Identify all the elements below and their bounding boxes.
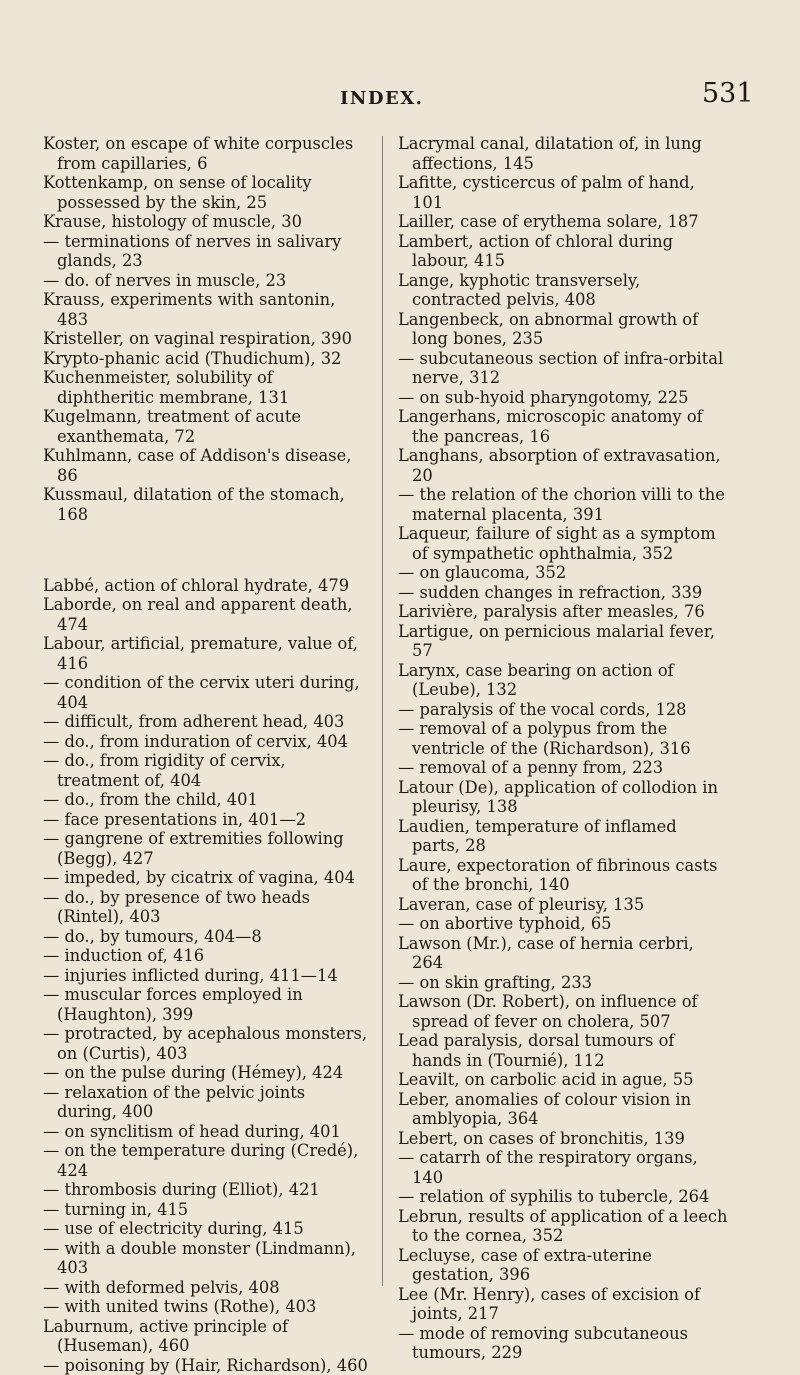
index-entry: — turning in, 415 bbox=[43, 1199, 189, 1219]
index-entry: Krauss, experiments with santonin, 483 bbox=[43, 290, 336, 329]
index-entry: Kuchenmeister, solubility of diphtheritic membrane, 131 bbox=[43, 368, 290, 407]
index-entry: — with a double monster (Lindmann), 403 bbox=[43, 1238, 356, 1278]
index-entry: Laburnum, active principle of (Huseman), 460 bbox=[43, 1316, 289, 1356]
index-entry: — terminations of nerves in salivary glands, 23 bbox=[43, 231, 342, 270]
page-header bbox=[0, 78, 800, 126]
index-entry: — do., by tumours, 404—8 bbox=[43, 926, 262, 946]
index-column-left bbox=[43, 134, 368, 1375]
index-entry: Lead paralysis, dorsal tumours of hands in (Tournié), 112 bbox=[398, 1031, 675, 1070]
index-entry: Langenbeck, on abnormal growth of long bones, 235 bbox=[398, 309, 699, 348]
index-entry: — relaxation of the pelvic joints during, 400 bbox=[43, 1082, 306, 1122]
index-entry: Lecluyse, case of extra-uterine gestation, 396 bbox=[398, 1245, 652, 1284]
index-entry: Krause, histology of muscle, 30 bbox=[43, 212, 302, 231]
index-entry: — on the pulse during (Hémey), 424 bbox=[43, 1063, 344, 1083]
index-entry: Lawson (Dr. Robert), on influence of spread of fever on cholera, 507 bbox=[398, 992, 698, 1031]
index-entry: Langhans, absorption of extravasation, 20 bbox=[398, 446, 721, 485]
index-entry: — induction of, 416 bbox=[43, 946, 205, 966]
index-entry: Larynx, case bearing on action of (Leube), 132 bbox=[398, 660, 674, 699]
index-entry: Lambert, action of chloral during labour, 415 bbox=[398, 231, 674, 270]
index-entry: Kuhlmann, case of Addison's disease, 86 bbox=[43, 446, 352, 485]
page-number: 531 bbox=[702, 78, 754, 109]
index-entry: Lawson (Mr.), case of hernia cerbri, 264 bbox=[398, 933, 694, 972]
index-entry: Laborde, on real and apparent death, 474 bbox=[43, 595, 353, 634]
index-column-right bbox=[398, 134, 728, 1363]
index-entry: Lebert, on cases of bronchitis, 139 bbox=[398, 1128, 685, 1148]
index-entry: Lacrymal canal, dilatation of, in lung affections, 145 bbox=[398, 134, 702, 173]
index-entry: — do. of nerves in muscle, 23 bbox=[43, 270, 287, 290]
index-entry: — mode of removing subcutaneous tumours, 229 bbox=[398, 1323, 688, 1362]
index-entry: Langerhans, microscopic anatomy of the pancreas, 16 bbox=[398, 407, 703, 446]
index-entry: — injuries inflicted during, 411—14 bbox=[43, 965, 338, 985]
index-entry: Koster, on escape of white corpuscles from capillaries, 6 bbox=[43, 134, 354, 173]
index-entry: — use of electricity during, 415 bbox=[43, 1219, 304, 1239]
index-entry: — sudden changes in refraction, 339 bbox=[398, 582, 703, 602]
index-entry: Laudien, temperature of inflamed parts, 28 bbox=[398, 816, 677, 855]
index-entry: Laqueur, failure of sight as a symptom of sympathetic ophthalmia, 352 bbox=[398, 524, 716, 563]
index-entry: — poisoning by (Hair, Richardson), 460 bbox=[43, 1355, 368, 1375]
index-entry: — impeded, by cicatrix of vagina, 404 bbox=[43, 868, 355, 888]
index-entry: — catarrh of the respiratory organs, 140 bbox=[398, 1148, 698, 1187]
index-entry: — do., from the child, 401 bbox=[43, 790, 258, 810]
index-entry: — gangrene of extremities following (Begg), 427 bbox=[43, 829, 344, 868]
index-entry: Kristeller, on vaginal respiration, 390 bbox=[43, 329, 353, 348]
index-entry: Leber, anomalies of colour vision in amblyopia, 364 bbox=[398, 1089, 692, 1128]
index-entry: — the relation of the chorion villi to the maternal placenta, 391 bbox=[398, 485, 725, 524]
index-entry: Lee (Mr. Henry), cases of excision of joints, 217 bbox=[398, 1284, 700, 1323]
index-entry: — with deformed pelvis, 408 bbox=[43, 1277, 280, 1297]
index-entry: Lailler, case of erythema solare, 187 bbox=[398, 212, 699, 231]
index-entry: Kussmaul, dilatation of the stomach, 168 bbox=[43, 485, 345, 524]
index-entry: Laure, expectoration of fibrinous casts of the bronchi, 140 bbox=[398, 855, 718, 894]
index-entry: — removal of a polypus from the ventricle of the (Richardson), 316 bbox=[398, 719, 691, 758]
index-entry: — do., from induration of cervix, 404 bbox=[43, 731, 349, 751]
index-entry: — with united twins (Rothe), 403 bbox=[43, 1297, 317, 1317]
index-entry: Larivière, paralysis after measles, 76 bbox=[398, 602, 705, 621]
index-entry: — muscular forces employed in (Haughton), 399 bbox=[43, 985, 303, 1024]
index-entry: — on the temperature during (Credé), 424 bbox=[43, 1141, 359, 1180]
index-entry: Labour, artificial, premature, value of, 416 bbox=[43, 634, 358, 673]
index-entry: — face presentations in, 401—2 bbox=[43, 809, 307, 829]
index-entry: Labbé, action of chloral hydrate, 479 bbox=[43, 575, 350, 595]
index-entry: Latour (De), application of collodion in pleurisy, 138 bbox=[398, 777, 718, 816]
index-entry: Lange, kyphotic transversely, contracted pelvis, 408 bbox=[398, 270, 641, 309]
letter-section-gap bbox=[43, 540, 368, 559]
index-entry: — removal of a penny from, 223 bbox=[398, 758, 664, 777]
index-entry: Leavilt, on carbolic acid in ague, 55 bbox=[398, 1070, 694, 1089]
index-entry: — on sub-hyoid pharyngotomy, 225 bbox=[398, 387, 689, 407]
index-entry: — on glaucoma, 352 bbox=[398, 563, 567, 582]
running-title: INDEX. bbox=[340, 88, 424, 109]
index-entry: — on skin grafting, 233 bbox=[398, 972, 593, 992]
index-entry: — on synclitism of head during, 401 bbox=[43, 1121, 341, 1141]
column-divider bbox=[382, 136, 383, 1286]
index-entry: — protracted, by acephalous monsters, on (Curtis), 403 bbox=[43, 1024, 368, 1063]
index-entry: Krypto-phanic acid (Thudichum), 32 bbox=[43, 348, 342, 368]
index-entry: Kottenkamp, on sense of locality possessed by the skin, 25 bbox=[43, 173, 312, 212]
index-entry: Kugelmann, treatment of acute exanthemata, 72 bbox=[43, 407, 302, 446]
index-entry: Lafitte, cysticercus of palm of hand, 101 bbox=[398, 173, 695, 212]
index-entry: — thrombosis during (Elliot), 421 bbox=[43, 1180, 320, 1200]
index-entry: — paralysis of the vocal cords, 128 bbox=[398, 699, 687, 719]
index-entry: Lebrun, results of application of a leech to the cornea, 352 bbox=[398, 1206, 728, 1245]
index-entry: — condition of the cervix uteri during, 404 bbox=[43, 673, 360, 712]
index-entry: — relation of syphilis to tubercle, 264 bbox=[398, 1187, 710, 1206]
index-entry: — do., from rigidity of cervix, treatment of, 404 bbox=[43, 751, 286, 790]
index-entry: — on abortive typhoid, 65 bbox=[398, 914, 612, 933]
index-entry: Lartigue, on pernicious malarial fever, 57 bbox=[398, 621, 715, 660]
index-entry: Laveran, case of pleurisy, 135 bbox=[398, 894, 645, 914]
index-entry: — difficult, from adherent head, 403 bbox=[43, 712, 345, 732]
index-entry: — subcutaneous section of infra-orbital nerve, 312 bbox=[398, 348, 724, 387]
index-entry: — do., by presence of two heads (Rintel), 403 bbox=[43, 887, 311, 927]
